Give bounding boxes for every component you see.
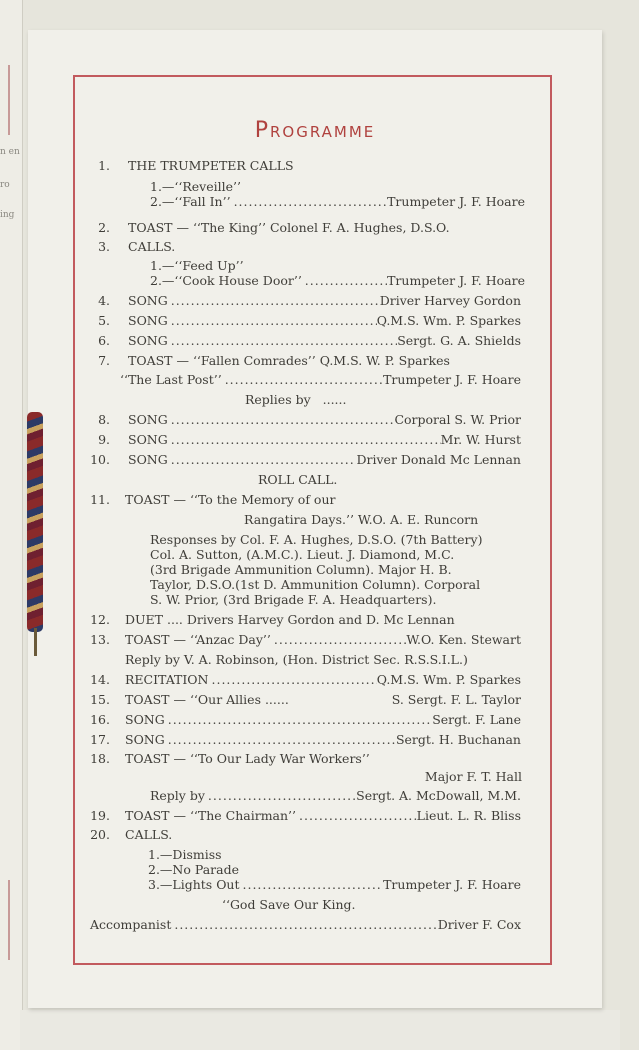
item-number: 19. [90,808,110,823]
item-label: SONG [128,452,168,467]
leader-dots [231,194,388,209]
performer: W.O. Ken. Stewart [406,632,521,647]
performer: Driver Donald Mc Lennan [356,452,521,467]
performer: Corporal S. W. Prior [394,412,521,427]
item-number: 17. [90,732,110,747]
item-label: 2.—‘‘Cook House Door’’ [150,273,302,288]
roll-call-heading: ROLL CALL. [258,472,338,487]
leader-dots [302,273,387,288]
item-label: SONG [128,412,168,427]
item-label: 1.—‘‘Reveille’’ [150,179,241,194]
item-label: Replies by [245,392,311,407]
responses-line: Responses by Col. F. A. Hughes, D.S.O. (7th Battery) [150,532,483,547]
item-label: TOAST — ‘‘To Our Lady War Workers’’ [125,751,370,766]
item-number: 11. [90,492,110,507]
item-number: 8. [98,412,110,427]
item-label: SONG [125,712,165,727]
leader-dots [296,808,417,823]
leader-dots [222,372,383,387]
leader-dots [168,293,380,308]
programme-subitem: 1.—Dismiss [148,847,222,862]
item-number: 2. [98,220,110,235]
item-label: Accompanist [90,917,172,932]
item-number: 4. [98,293,110,308]
item-label: DUET .... Drivers Harvey Gordon and D. Mc Lennan [125,612,455,627]
item-label: SONG [128,432,168,447]
item-number: 13. [90,632,110,647]
performer: Trumpeter J. F. Hoare [383,877,521,892]
item-label: SONG [128,313,168,328]
item-number: 9. [98,432,110,447]
item-number: 20. [90,827,110,842]
responses-line: Taylor, D.S.O.(1st D. Ammunition Column). Corporal [150,577,481,592]
item-label: SONG [125,732,165,747]
item-label: TOAST — ‘‘The King’’ Colonel F. A. Hughes, D.S.O. [128,220,450,235]
item-number: 3. [98,239,110,254]
leader-dots: ...... [322,392,347,407]
performer: Trumpeter J. F. Hoare [387,273,525,288]
item-label: 2.—‘‘Fall In’’ [150,194,231,209]
leader-dots [205,788,356,803]
item-label: THE TRUMPETER CALLS [128,158,294,173]
item-label: TOAST — ‘‘Anzac Day’’ [125,632,271,647]
performer: Trumpeter J. F. Hoare [387,194,525,209]
performer: Lieut. L. R. Bliss [416,808,521,823]
page-title: Programme [254,118,376,143]
left-page-fragment: ing [0,210,15,220]
item-number: 12. [90,612,110,627]
item-number: 6. [98,333,110,348]
leader-dots [168,432,441,447]
item-label: SONG [128,333,168,348]
item-number: 5. [98,313,110,328]
item-number: 18. [90,751,110,766]
item-number: 15. [90,692,110,707]
leader-dots [168,313,377,328]
leader-dots [168,412,395,427]
leader-dots [271,632,406,647]
item-label: TOAST — ‘‘To the Memory of our [125,492,336,507]
responses-line: S. W. Prior, (3rd Brigade F. A. Headquarters). [150,592,437,607]
leader-dots [171,917,437,932]
item-number: 14. [90,672,110,687]
item-number: 16. [90,712,110,727]
performer: Sergt. H. Buchanan [395,732,521,747]
programme-subitem: 2.—No Parade [148,862,239,877]
leader-dots [168,452,357,467]
programme-subitem: Rangatira Days.’’ W.O. A. E. Runcorn [244,512,479,527]
item-number: 1. [98,158,110,173]
item-label: ‘‘The Last Post’’ [120,372,222,387]
performer: Trumpeter J. F. Hoare [383,372,521,387]
responses-line: Col. A. Sutton, (A.M.C.). Lieut. J. Diamond, M.C. [150,547,455,562]
closing-line: ‘‘God Save Our King. [222,897,356,912]
leader-dots [165,732,396,747]
left-page-fragment: ro [0,180,10,190]
reply-line: Reply by V. A. Robinson, (Hon. District Sec. R.S.S.I.L.) [125,652,468,667]
left-page-fragment: n en [0,147,20,157]
item-label: TOAST — ‘‘The Chairman’’ [125,808,297,823]
item-label: 1.—‘‘Feed Up’’ [150,258,244,273]
replies-line [245,392,346,407]
leader-dots [168,333,397,348]
responses-line: (3rd Brigade Ammunition Column). Major H. B. [150,562,452,577]
item-number: 7. [98,353,110,368]
item-label: CALLS. [125,827,173,842]
leader-dots [165,712,432,727]
performer: Driver F. Cox [437,917,521,932]
performer: Driver Harvey Gordon [379,293,521,308]
performer: Q.M.S. Wm. P. Sparkes [376,672,521,687]
item-label: Reply by [150,788,205,803]
item-label: TOAST — ‘‘Our Allies ...... [125,692,289,707]
performer: Mr. W. Hurst [440,432,521,447]
performer: Sergt. G. A. Shields [397,333,521,348]
leader-dots [240,877,384,892]
item-label: SONG [128,293,168,308]
performer: Sergt. F. Lane [432,712,521,727]
item-number: 10. [90,452,110,467]
item-label: CALLS. [128,239,176,254]
performer: S. Sergt. F. L. Taylor [391,692,521,707]
leader-dots [209,672,377,687]
performer: Q.M.S. Wm. P. Sparkes [376,313,521,328]
toaster-line: Major F. T. Hall [424,769,522,784]
performer: Sergt. A. McDowall, M.M. [356,788,521,803]
item-label: 3.—Lights Out [148,877,240,892]
item-label: TOAST — ‘‘Fallen Comrades’’ Q.M.S. W. P. Sparkes [128,353,450,368]
item-label: RECITATION [125,672,209,687]
